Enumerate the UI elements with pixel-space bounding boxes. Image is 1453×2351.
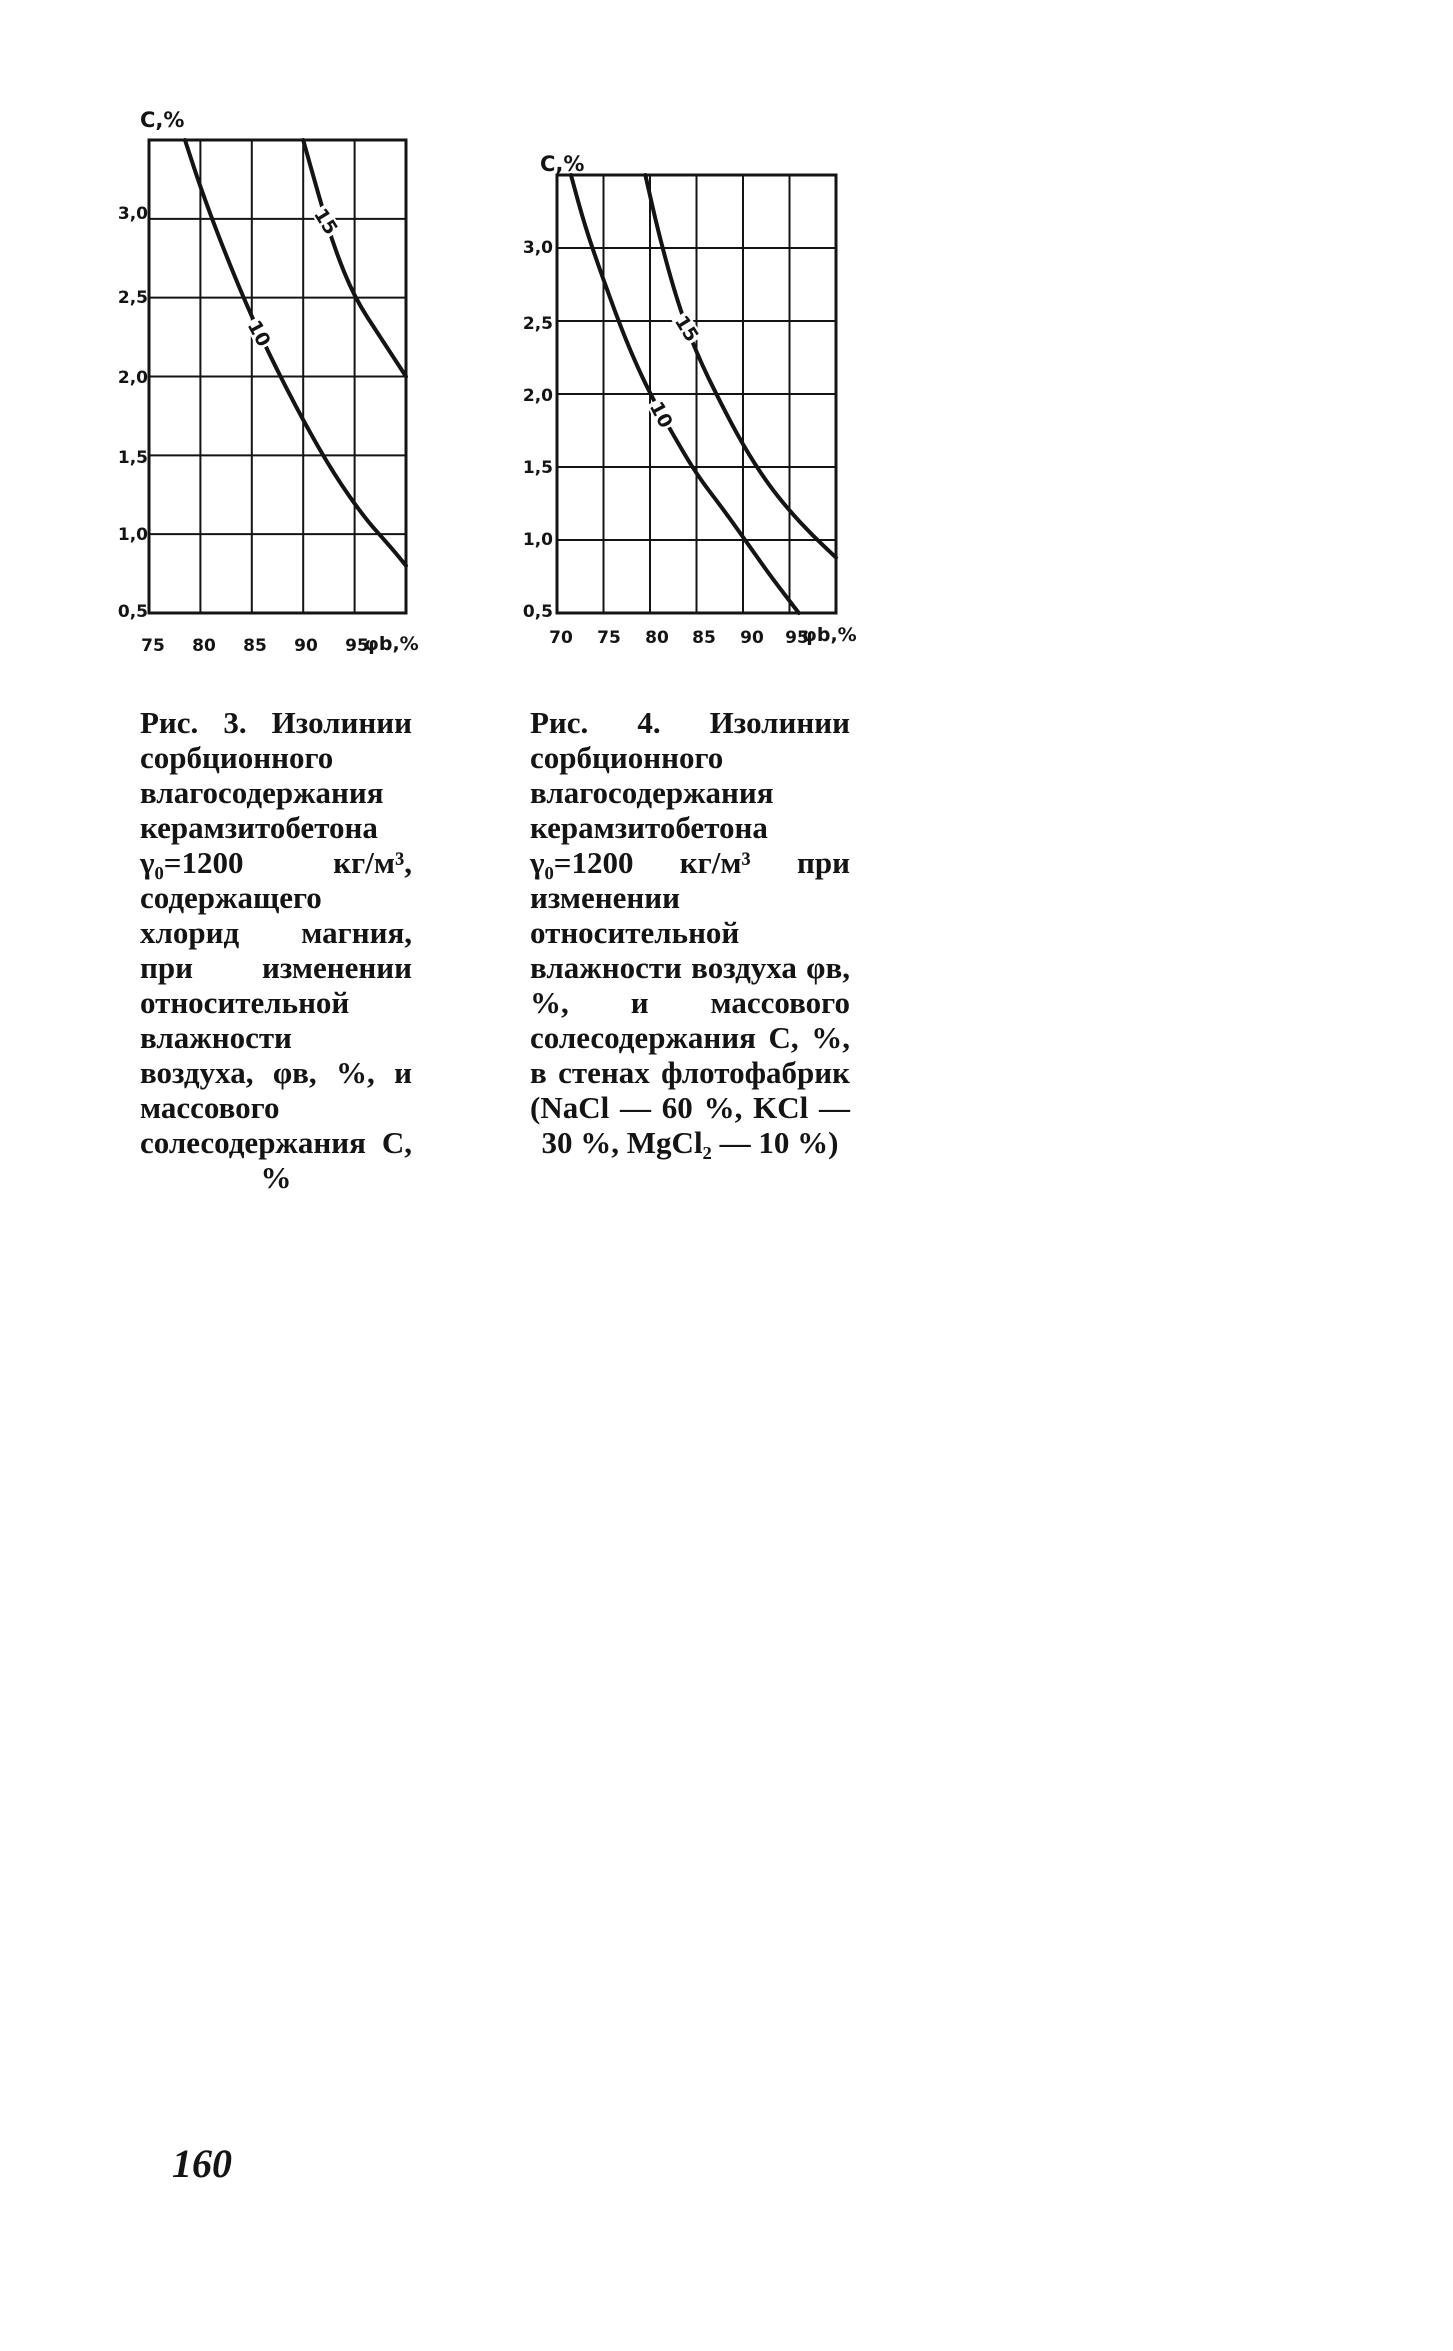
figure-4-caption: [530, 705, 850, 1160]
y-tick-label: 0,5: [522, 602, 553, 622]
x-tick-label: 90: [740, 628, 764, 648]
x-tick-label: 70: [549, 628, 573, 648]
page-number: 160: [172, 2141, 232, 2186]
figure-3-caption-text: Рис. 3. Изолинии сорбционного влагосодержания керамзитобетона γ₀=1200 кг/м³, содержащего хлорид магния, при изменении относительной влажности воздуха, φв, %, и массового солесодержания С, %: [140, 705, 412, 1195]
y-tick-label: 2,5: [522, 314, 553, 334]
y-tick-label: 2,5: [117, 288, 148, 308]
y-tick-label: 2,0: [117, 368, 148, 388]
x-tick-label: 80: [192, 636, 216, 656]
y-tick-label: 1,0: [117, 525, 148, 545]
y-tick-label: 1,0: [522, 530, 553, 550]
y-tick-label: 2,0: [522, 386, 553, 406]
x-tick-label: 80: [645, 628, 669, 648]
y-tick-label: 3,0: [117, 204, 148, 224]
y-axis-label: C,%: [540, 152, 585, 176]
x-axis-label: φb,%: [802, 624, 857, 646]
isoline-label-10: 10: [644, 398, 677, 432]
x-tick-label: 85: [692, 628, 716, 648]
isoline-15: [645, 175, 836, 558]
x-tick-label: 90: [294, 636, 318, 656]
figure-3-caption: [140, 705, 412, 1195]
figure-4-caption-text: Рис. 4. Изолинии сорбционного влагосодержания керамзитобетона γ₀=1200 кг/м³ при изменении относительной влажности воздуха φв, %, и массового солесодержания С, %, в стенах флотофабрик (NaCl — 60 %, KCl — 30 %, MgCl₂ — 10 %): [530, 705, 850, 1160]
y-tick-label: 1,5: [522, 458, 553, 478]
isoline-label-10: 10: [242, 316, 275, 351]
isoline-label-15: 15: [670, 311, 703, 346]
x-tick-label: 85: [243, 636, 267, 656]
x-tick-label: 95: [785, 628, 809, 648]
y-axis-label: C,%: [140, 108, 185, 132]
x-tick-label: 95: [345, 636, 369, 656]
y-tick-label: 3,0: [522, 238, 553, 258]
y-tick-label: 1,5: [117, 448, 148, 468]
x-tick-label: 75: [597, 628, 621, 648]
isoline-label-15: 15: [309, 204, 342, 239]
y-tick-label: 0,5: [117, 602, 148, 622]
x-tick-label: 75: [141, 636, 165, 656]
x-axis-label: φb,%: [364, 633, 419, 655]
